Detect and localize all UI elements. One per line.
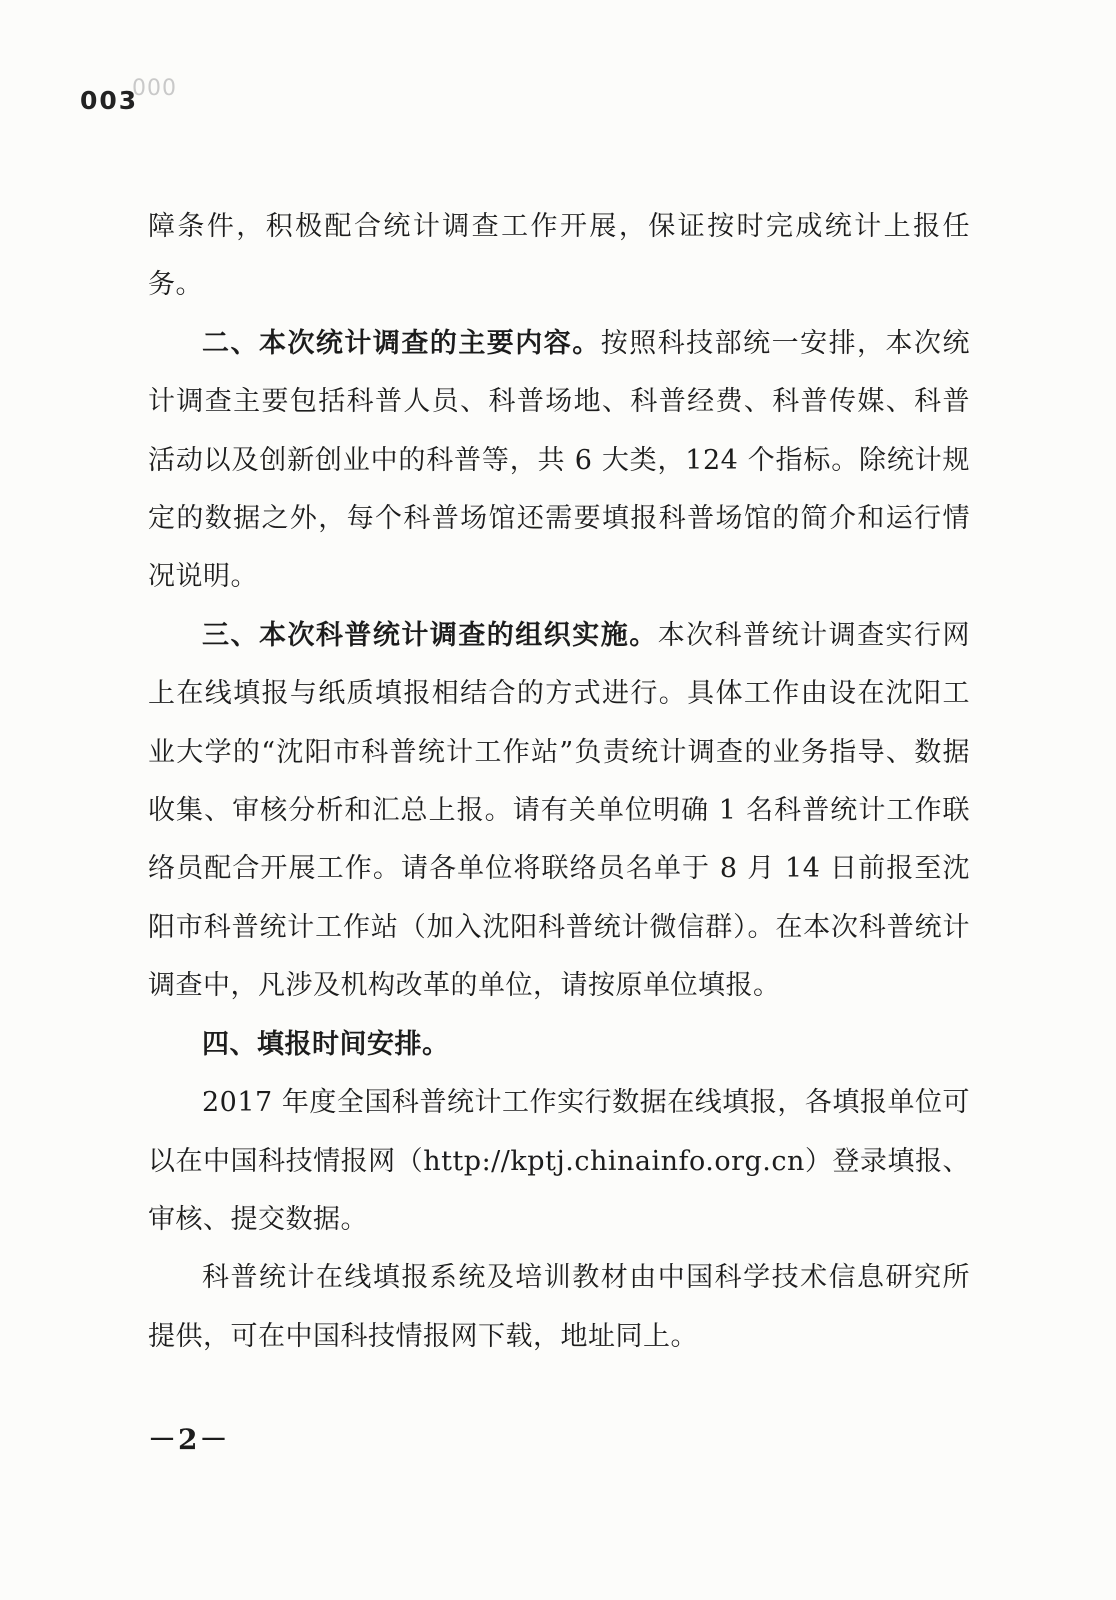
faint-archive-number: 000 [132,76,177,101]
paragraph-training-materials: 科普统计在线填报系统及培训教材由中国科学技术信息研究所提供，可在中国科技情报网下载，地址同上。 [148,1262,970,1352]
archive-number-stamp: 003 [80,86,139,115]
paragraph-section-3 [148,607,970,1016]
section-2-heading: 二、本次统计调查的主要内容。 [202,327,601,359]
paragraph-continuation: 障条件，积极配合统计调查工作开展，保证按时完成统计上报任务。 [148,211,970,301]
section-3-text: 本次科普统计调查实行网上在线填报与纸质填报相结合的方式进行。具体工作由设在沈阳工业大学的“沈阳市科普统计工作站”负责统计调查的业务指导、数据收集、审核分析和汇总上报。请有关单位明确 1 名科普统计工作联络员配合开展工作。请各单位将联络员名单于 8 月 14 日前报至沈阳市科普统计工作站（加入沈阳科普统计微信群）。在本次科普统计调查中，凡涉及机构改革的单位，请按原单位填报。 [148,619,971,1002]
paragraph-section-2 [148,315,970,607]
section-3-heading: 三、本次科普统计调查的组织实施。 [202,619,658,651]
paragraph-online-filing: 2017 年度全国科普统计工作实行数据在线填报，各填报单位可以在中国科技情报网（http://kptj.chinainfo.org.cn）登录填报、审核、提交数据。 [148,1087,970,1235]
section-2-text: 按照科技部统一安排，本次统计调查主要包括科普人员、科普场地、科普经费、科普传媒、科普活动以及创新创业中的科普等，共 6 大类，124 个指标。除统计规定的数据之外，每个科普场馆还需要填报科普场馆的简介和运行情况说明。 [148,327,971,593]
paragraph-section-4 [148,1016,970,1074]
document-body [148,198,970,1366]
page-number: －2－ [148,1423,230,1456]
section-4-heading: 四、填报时间安排。 [202,1028,450,1060]
